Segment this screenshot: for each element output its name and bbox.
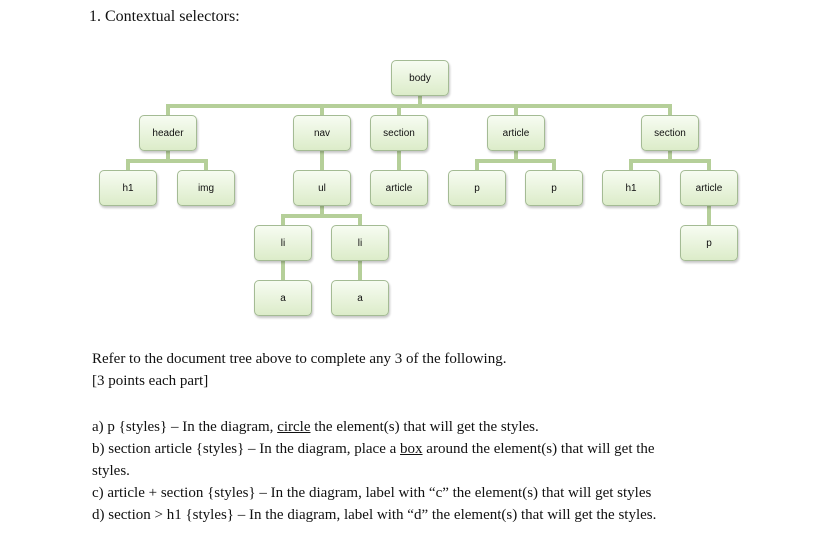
- tree-node-body: body: [391, 60, 449, 96]
- item-b-emphasis: box: [400, 441, 423, 457]
- tree-node-p2: p: [525, 170, 583, 206]
- tree-node-article3: article: [680, 170, 738, 206]
- item-b: [92, 438, 655, 460]
- tree-node-section2: section: [641, 115, 699, 151]
- item-d: d) section > h1 {styles} – In the diagram, label with “d” the element(s) that will get the styles.: [92, 507, 657, 523]
- tree-node-a2: a: [331, 280, 389, 316]
- page-heading: 1. Contextual selectors:: [89, 8, 240, 25]
- tree-node-h1a: h1: [99, 170, 157, 206]
- tree-node-ul: ul: [293, 170, 351, 206]
- tree-node-nav: nav: [293, 115, 351, 151]
- tree-node-p1: p: [448, 170, 506, 206]
- instructions-line-1: Refer to the document tree above to complete any 3 of the following.: [92, 351, 507, 367]
- item-b-continued: styles.: [92, 463, 130, 479]
- tree-node-img: img: [177, 170, 235, 206]
- tree-node-p3: p: [680, 225, 738, 261]
- item-a-text: a) p {styles} – In the diagram,: [92, 419, 278, 435]
- item-c: c) article + section {styles} – In the diagram, label with “c” the element(s) that will get styles: [92, 485, 652, 501]
- item-a: [92, 416, 539, 438]
- item-b-text-end: around the element(s) that will get the: [422, 441, 655, 457]
- tree-node-article1: article: [487, 115, 545, 151]
- tree-node-li2: li: [331, 225, 389, 261]
- instructions-line-2: [3 points each part]: [92, 373, 209, 389]
- item-b-text: b) section article {styles} – In the diagram, place a: [92, 441, 401, 457]
- tree-node-header: header: [139, 115, 197, 151]
- tree-node-article2: article: [370, 170, 428, 206]
- tree-node-section1: section: [370, 115, 428, 151]
- item-a-text-end: the element(s) that will get the styles.: [310, 419, 539, 435]
- item-a-emphasis: circle: [277, 419, 311, 435]
- tree-node-h1b: h1: [602, 170, 660, 206]
- tree-node-a1: a: [254, 280, 312, 316]
- tree-node-li1: li: [254, 225, 312, 261]
